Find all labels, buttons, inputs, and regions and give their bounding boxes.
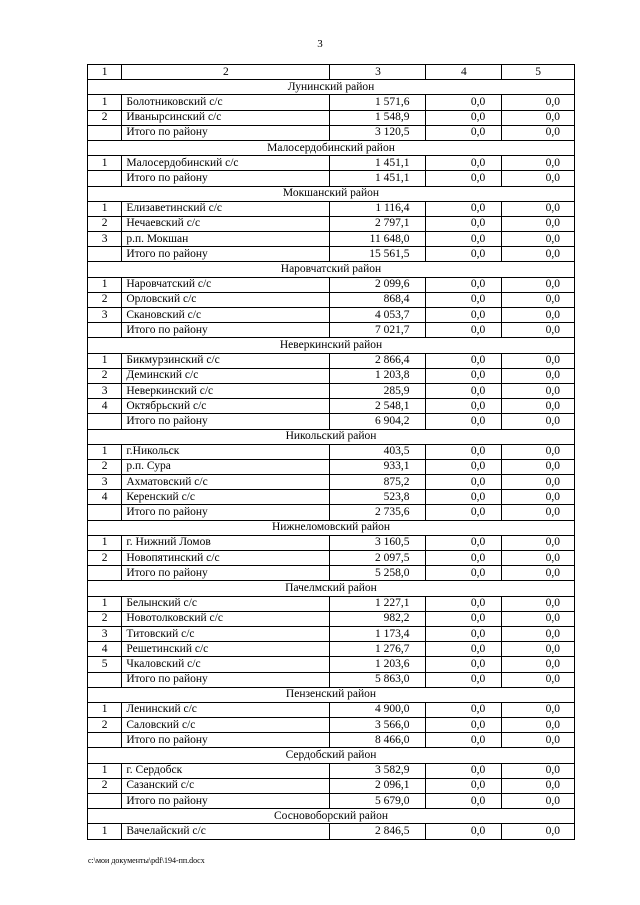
settlement-name: Решетинский с/с: [122, 642, 330, 657]
row-number: [88, 414, 122, 429]
value-col-5: 0,0: [502, 490, 575, 505]
district-header-row: [88, 520, 575, 535]
row-number: 2: [88, 216, 122, 231]
value-col-4: 0,0: [426, 794, 502, 809]
row-number: 1: [88, 353, 122, 368]
value-col-3: 5 679,0: [330, 794, 426, 809]
row-number: 4: [88, 490, 122, 505]
row-number: [88, 247, 122, 262]
value-col-4: 0,0: [426, 642, 502, 657]
settlement-name: Елизаветинский с/с: [122, 201, 330, 216]
value-col-3: 1 203,6: [330, 657, 426, 672]
district-total-row: [88, 505, 575, 520]
district-total-row: [88, 794, 575, 809]
table-row: [88, 444, 575, 459]
settlement-name: Деминский с/с: [122, 368, 330, 383]
value-col-3: 2 846,5: [330, 824, 426, 839]
value-col-3: 3 582,9: [330, 763, 426, 778]
settlement-name: г. Нижний Ломов: [122, 535, 330, 550]
table-row: [88, 292, 575, 307]
value-col-3: 2 548,1: [330, 399, 426, 414]
table-row: [88, 277, 575, 292]
table-row: [88, 551, 575, 566]
value-col-4: 0,0: [426, 459, 502, 474]
value-col-3: 2 866,4: [330, 353, 426, 368]
file-path-footer: c:\мои документы\pdf\194-пп.docx: [88, 856, 205, 865]
value-col-4: 0,0: [426, 733, 502, 748]
value-col-4: 0,0: [426, 475, 502, 490]
district-name: Никольский район: [88, 429, 575, 444]
district-name: Сердобский район: [88, 748, 575, 763]
district-header-row: [88, 748, 575, 763]
row-number: 2: [88, 718, 122, 733]
value-col-5: 0,0: [502, 763, 575, 778]
value-col-5: 0,0: [502, 399, 575, 414]
table-row: [88, 201, 575, 216]
value-col-3: 2 797,1: [330, 216, 426, 231]
row-number: 3: [88, 232, 122, 247]
district-header-row: [88, 80, 575, 95]
row-number: 2: [88, 551, 122, 566]
row-number: 1: [88, 444, 122, 459]
value-col-5: 0,0: [502, 171, 575, 186]
district-total-row: [88, 733, 575, 748]
value-col-5: 0,0: [502, 824, 575, 839]
value-col-4: 0,0: [426, 778, 502, 793]
value-col-4: 0,0: [426, 368, 502, 383]
value-col-4: 0,0: [426, 611, 502, 626]
settlement-name: р.п. Мокшан: [122, 232, 330, 247]
table-row: [88, 353, 575, 368]
table-row: [88, 702, 575, 717]
settlement-name: г. Сердобск: [122, 763, 330, 778]
value-col-3: 1 451,1: [330, 156, 426, 171]
value-col-5: 0,0: [502, 247, 575, 262]
settlement-name: Белынский с/с: [122, 596, 330, 611]
value-col-4: 0,0: [426, 566, 502, 581]
settlement-name: Итого по району: [122, 733, 330, 748]
value-col-5: 0,0: [502, 778, 575, 793]
value-col-5: 0,0: [502, 277, 575, 292]
row-number: 2: [88, 368, 122, 383]
row-number: 3: [88, 475, 122, 490]
value-col-4: 0,0: [426, 551, 502, 566]
value-col-5: 0,0: [502, 718, 575, 733]
value-col-3: 2 735,6: [330, 505, 426, 520]
row-number: 1: [88, 763, 122, 778]
value-col-4: 0,0: [426, 292, 502, 307]
settlement-name: Неверкинский с/с: [122, 383, 330, 398]
district-name: Неверкинский район: [88, 338, 575, 353]
value-col-5: 0,0: [502, 642, 575, 657]
value-col-3: 3 160,5: [330, 535, 426, 550]
settlement-name: Сазанский с/с: [122, 778, 330, 793]
settlement-name: Ахматовский с/с: [122, 475, 330, 490]
district-header-row: [88, 581, 575, 596]
value-col-3: 4 053,7: [330, 308, 426, 323]
value-col-4: 0,0: [426, 763, 502, 778]
table-row: [88, 95, 575, 110]
settlement-name: Бикмурзинский с/с: [122, 353, 330, 368]
value-col-4: 0,0: [426, 110, 502, 125]
value-col-4: 0,0: [426, 626, 502, 641]
value-col-3: 2 097,5: [330, 551, 426, 566]
value-col-4: 0,0: [426, 232, 502, 247]
district-name: Пачелмский район: [88, 581, 575, 596]
value-col-5: 0,0: [502, 535, 575, 550]
row-number: 1: [88, 824, 122, 839]
value-col-5: 0,0: [502, 459, 575, 474]
settlement-name: Титовский с/с: [122, 626, 330, 641]
value-col-4: 0,0: [426, 353, 502, 368]
district-name: Мокшанский район: [88, 186, 575, 201]
value-col-5: 0,0: [502, 505, 575, 520]
value-col-4: 0,0: [426, 125, 502, 140]
table-row: [88, 368, 575, 383]
row-number: 2: [88, 778, 122, 793]
row-number: 5: [88, 657, 122, 672]
value-col-5: 0,0: [502, 611, 575, 626]
table-row: [88, 383, 575, 398]
value-col-5: 0,0: [502, 383, 575, 398]
value-col-4: 0,0: [426, 277, 502, 292]
table-row: [88, 475, 575, 490]
settlement-name: Керенский с/с: [122, 490, 330, 505]
value-col-4: 0,0: [426, 247, 502, 262]
value-col-4: 0,0: [426, 171, 502, 186]
settlement-name: Орловский с/с: [122, 292, 330, 307]
row-number: 4: [88, 642, 122, 657]
settlement-name: Итого по району: [122, 171, 330, 186]
value-col-4: 0,0: [426, 201, 502, 216]
value-col-4: 0,0: [426, 505, 502, 520]
table-row: [88, 490, 575, 505]
value-col-4: 0,0: [426, 672, 502, 687]
value-col-3: 1 276,7: [330, 642, 426, 657]
settlement-name: Болотниковский с/с: [122, 95, 330, 110]
district-header-row: [88, 140, 575, 155]
district-name: Лунинский район: [88, 80, 575, 95]
settlement-name: Итого по району: [122, 414, 330, 429]
value-col-3: 2 096,1: [330, 778, 426, 793]
value-col-3: 1 173,4: [330, 626, 426, 641]
value-col-3: 1 451,1: [330, 171, 426, 186]
value-col-3: 403,5: [330, 444, 426, 459]
column-header-3: 3: [330, 65, 426, 80]
column-header-4: 4: [426, 65, 502, 80]
row-number: [88, 566, 122, 581]
budget-table: [87, 64, 575, 840]
value-col-5: 0,0: [502, 292, 575, 307]
row-number: [88, 171, 122, 186]
value-col-3: 933,1: [330, 459, 426, 474]
row-number: 4: [88, 399, 122, 414]
row-number: 1: [88, 201, 122, 216]
value-col-5: 0,0: [502, 733, 575, 748]
settlement-name: Итого по району: [122, 794, 330, 809]
table-row: [88, 778, 575, 793]
table-row: [88, 399, 575, 414]
district-total-row: [88, 171, 575, 186]
value-col-5: 0,0: [502, 626, 575, 641]
district-total-row: [88, 323, 575, 338]
value-col-5: 0,0: [502, 368, 575, 383]
value-col-5: 0,0: [502, 794, 575, 809]
value-col-3: 1 548,9: [330, 110, 426, 125]
value-col-5: 0,0: [502, 444, 575, 459]
value-col-4: 0,0: [426, 535, 502, 550]
table-row: [88, 232, 575, 247]
settlement-name: Итого по району: [122, 323, 330, 338]
settlement-name: Октябрьский с/с: [122, 399, 330, 414]
table-row: [88, 611, 575, 626]
table-row: [88, 216, 575, 231]
value-col-3: 15 561,5: [330, 247, 426, 262]
table-row: [88, 642, 575, 657]
row-number: [88, 794, 122, 809]
settlement-name: г.Никольск: [122, 444, 330, 459]
value-col-5: 0,0: [502, 702, 575, 717]
table-row: [88, 763, 575, 778]
column-header-5: 5: [502, 65, 575, 80]
district-name: Малосердобинский район: [88, 140, 575, 155]
value-col-5: 0,0: [502, 156, 575, 171]
value-col-3: 875,2: [330, 475, 426, 490]
value-col-3: 6 904,2: [330, 414, 426, 429]
district-header-row: [88, 429, 575, 444]
row-number: 1: [88, 702, 122, 717]
table-row: [88, 657, 575, 672]
row-number: 3: [88, 626, 122, 641]
table-row: [88, 156, 575, 171]
value-col-5: 0,0: [502, 551, 575, 566]
settlement-name: Нечаевский с/с: [122, 216, 330, 231]
row-number: 2: [88, 611, 122, 626]
settlement-name: Вачелайский с/с: [122, 824, 330, 839]
district-total-row: [88, 247, 575, 262]
row-number: [88, 733, 122, 748]
district-total-row: [88, 566, 575, 581]
value-col-4: 0,0: [426, 444, 502, 459]
settlement-name: Малосердобинский с/с: [122, 156, 330, 171]
district-name: Наровчатский район: [88, 262, 575, 277]
value-col-5: 0,0: [502, 95, 575, 110]
district-header-row: [88, 687, 575, 702]
table-row: [88, 596, 575, 611]
value-col-4: 0,0: [426, 824, 502, 839]
value-col-5: 0,0: [502, 232, 575, 247]
value-col-3: 5 258,0: [330, 566, 426, 581]
settlement-name: Скановский с/с: [122, 308, 330, 323]
settlement-name: Новотолковский с/с: [122, 611, 330, 626]
settlement-name: Итого по району: [122, 125, 330, 140]
row-number: 1: [88, 596, 122, 611]
value-col-4: 0,0: [426, 383, 502, 398]
value-col-3: 3 120,5: [330, 125, 426, 140]
settlement-name: Итого по району: [122, 247, 330, 262]
district-header-row: [88, 809, 575, 824]
table-row: [88, 718, 575, 733]
settlement-name: Итого по району: [122, 672, 330, 687]
settlement-name: Новопятинский с/с: [122, 551, 330, 566]
table-row: [88, 626, 575, 641]
district-header-row: [88, 338, 575, 353]
district-total-row: [88, 125, 575, 140]
value-col-5: 0,0: [502, 414, 575, 429]
value-col-4: 0,0: [426, 323, 502, 338]
district-name: Нижнеломовский район: [88, 520, 575, 535]
value-col-3: 4 900,0: [330, 702, 426, 717]
district-name: Сосновоборский район: [88, 809, 575, 824]
value-col-4: 0,0: [426, 216, 502, 231]
value-col-5: 0,0: [502, 657, 575, 672]
value-col-5: 0,0: [502, 125, 575, 140]
value-col-3: 7 021,7: [330, 323, 426, 338]
value-col-5: 0,0: [502, 596, 575, 611]
settlement-name: Саловский с/с: [122, 718, 330, 733]
value-col-3: 1 203,8: [330, 368, 426, 383]
table-header-row: [88, 65, 575, 80]
value-col-4: 0,0: [426, 308, 502, 323]
settlement-name: Итого по району: [122, 566, 330, 581]
row-number: 1: [88, 95, 122, 110]
value-col-4: 0,0: [426, 414, 502, 429]
settlement-name: Наровчатский с/с: [122, 277, 330, 292]
value-col-5: 0,0: [502, 475, 575, 490]
value-col-5: 0,0: [502, 566, 575, 581]
district-header-row: [88, 262, 575, 277]
value-col-4: 0,0: [426, 95, 502, 110]
district-total-row: [88, 414, 575, 429]
table-row: [88, 824, 575, 839]
value-col-3: 285,9: [330, 383, 426, 398]
row-number: 1: [88, 277, 122, 292]
settlement-name: Иванырсинский с/с: [122, 110, 330, 125]
value-col-5: 0,0: [502, 308, 575, 323]
column-header-2: 2: [122, 65, 330, 80]
row-number: 2: [88, 459, 122, 474]
value-col-4: 0,0: [426, 596, 502, 611]
settlement-name: р.п. Сура: [122, 459, 330, 474]
value-col-3: 2 099,6: [330, 277, 426, 292]
value-col-5: 0,0: [502, 672, 575, 687]
table-row: [88, 110, 575, 125]
value-col-5: 0,0: [502, 110, 575, 125]
row-number: 2: [88, 292, 122, 307]
value-col-3: 523,8: [330, 490, 426, 505]
value-col-3: 5 863,0: [330, 672, 426, 687]
value-col-4: 0,0: [426, 718, 502, 733]
row-number: [88, 323, 122, 338]
value-col-3: 11 648,0: [330, 232, 426, 247]
value-col-5: 0,0: [502, 216, 575, 231]
district-name: Пензенский район: [88, 687, 575, 702]
row-number: 1: [88, 156, 122, 171]
value-col-5: 0,0: [502, 323, 575, 338]
value-col-5: 0,0: [502, 353, 575, 368]
row-number: 1: [88, 535, 122, 550]
table-row: [88, 535, 575, 550]
district-header-row: [88, 186, 575, 201]
row-number: 2: [88, 110, 122, 125]
row-number: 3: [88, 308, 122, 323]
row-number: [88, 505, 122, 520]
table-row: [88, 308, 575, 323]
value-col-4: 0,0: [426, 702, 502, 717]
page-number: 3: [317, 38, 323, 50]
value-col-3: 1 227,1: [330, 596, 426, 611]
value-col-5: 0,0: [502, 201, 575, 216]
settlement-name: Чкаловский с/с: [122, 657, 330, 672]
settlement-name: Ленинский с/с: [122, 702, 330, 717]
value-col-3: 868,4: [330, 292, 426, 307]
value-col-3: 982,2: [330, 611, 426, 626]
value-col-4: 0,0: [426, 490, 502, 505]
district-total-row: [88, 672, 575, 687]
value-col-4: 0,0: [426, 657, 502, 672]
row-number: 3: [88, 383, 122, 398]
value-col-4: 0,0: [426, 156, 502, 171]
table-row: [88, 459, 575, 474]
row-number: [88, 672, 122, 687]
value-col-3: 3 566,0: [330, 718, 426, 733]
value-col-3: 1 571,6: [330, 95, 426, 110]
value-col-3: 8 466,0: [330, 733, 426, 748]
settlement-name: Итого по району: [122, 505, 330, 520]
column-header-1: 1: [88, 65, 122, 80]
value-col-3: 1 116,4: [330, 201, 426, 216]
value-col-4: 0,0: [426, 399, 502, 414]
row-number: [88, 125, 122, 140]
